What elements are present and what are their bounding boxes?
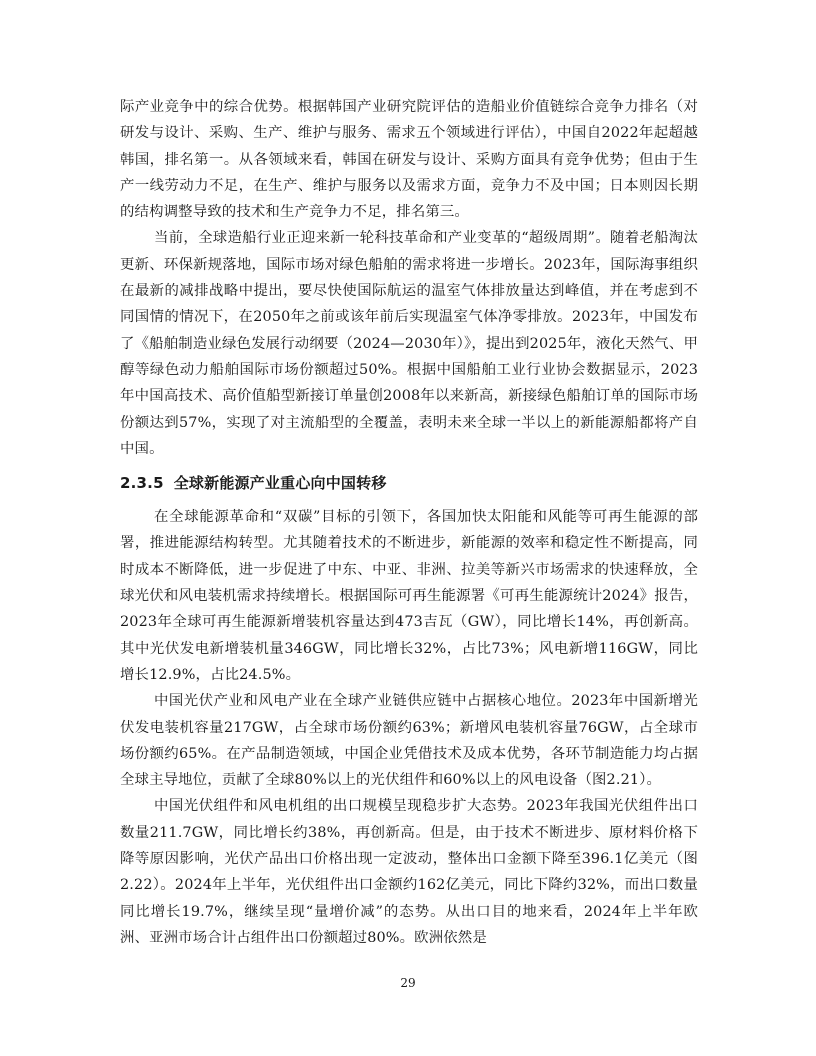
body-paragraph: 中国光伏产业和风电产业在全球产业链供应链中占据核心地位。2023年中国新增光伏发电装机容量217GW，占全球市场份额约63%；新增风电装机容量76GW，占全球市场份额约65%。在产品制造领域，中国企业凭借技术及成本优势，各环节制造能力均占据全球主导地位，贡献了全球80%以上的光伏组件和60%以上的风电设备（图2.21）。 xyxy=(120,693,698,789)
page-number: 29 xyxy=(400,976,416,990)
section-heading xyxy=(120,471,698,495)
body-paragraph: 当前，全球造船行业正迎来新一轮科技革命和产业变革的“超级周期”。随着老船淘汰更新、环保新规落地，国际市场对绿色船舶的需求将进一步增长。2023年，国际海事组织在最新的减排战略中提出，要尽快使国际航运的温室气体排放量达到峰值，并在考虑到不同国情的情况下，在2050年之前或该年前后实现温室气体净零排放。2023年，中国发布了《船舶制造业绿色发展行动纲要（2024—2030年）》，提出到2025年，液化天然气、甲醇等绿色动力船舶国际市场份额超过50%。根据中国船舶工业行业协会数据显示，2023年中国高技术、高价值船型新接订单量创2008年以来新高，新接绿色船舶订单的国际市场份额达到57%，实现了对主流船型的全覆盖，表明未来全球一半以上的新能源船都将产自中国。 xyxy=(120,230,698,457)
body-paragraph: 际产业竞争中的综合优势。根据韩国产业研究院评估的造船业价值链综合竞争力排名（对研发与设计、采购、生产、维护与服务、需求五个领域进行评估），中国自2022年起超越韩国，排名第一。从各领域来看，韩国在研发与设计、采购方面具有竞争优势；但由于生产一线劳动力不足，在生产、维护与服务以及需求方面，竞争力不及中国；日本则因长期的结构调整导致的技术和生产竞争力不足，排名第三。 xyxy=(120,99,698,221)
document-body xyxy=(120,94,698,951)
section-number: 2.3.5 xyxy=(120,474,164,493)
body-paragraph: 中国光伏组件和风电机组的出口规模呈现稳步扩大态势。2023年我国光伏组件出口数量211.7GW，同比增长约38%，再创新高。但是，由于技术不断进步、原材料价格下降等原因影响，光伏产品出口价格出现一定波动，整体出口金额下降至396.1亿美元（图2.22）。2024年上半年，光伏组件出口金额约162亿美元，同比下降约32%，而出口数量同比增长19.7%，继续呈现“量增价减”的态势。从出口目的地来看，2024年上半年欧洲、亚洲市场合计占组件出口份额超过80%。欧洲依然是 xyxy=(120,798,698,946)
body-paragraph: 在全球能源革命和“双碳”目标的引领下，各国加快太阳能和风能等可再生能源的部署，推进能源结构转型。尤其随着技术的不断进步，新能源的效率和稳定性不断提高，同时成本不断降低，进一步促进了中东、中亚、非洲、拉美等新兴市场需求的快速释放，全球光伏和风电装机需求持续增长。根据国际可再生能源署《可再生能源统计2024》报告，2023年全球可再生能源新增装机容量达到473吉瓦（GW），同比增长14%，再创新高。其中光伏发电新增装机量346GW，同比增长32%，占比73%；风电新增116GW，同比增长12.9%，占比24.5%。 xyxy=(120,509,698,683)
section-title: 全球新能源产业重心向中国转移 xyxy=(173,474,387,493)
